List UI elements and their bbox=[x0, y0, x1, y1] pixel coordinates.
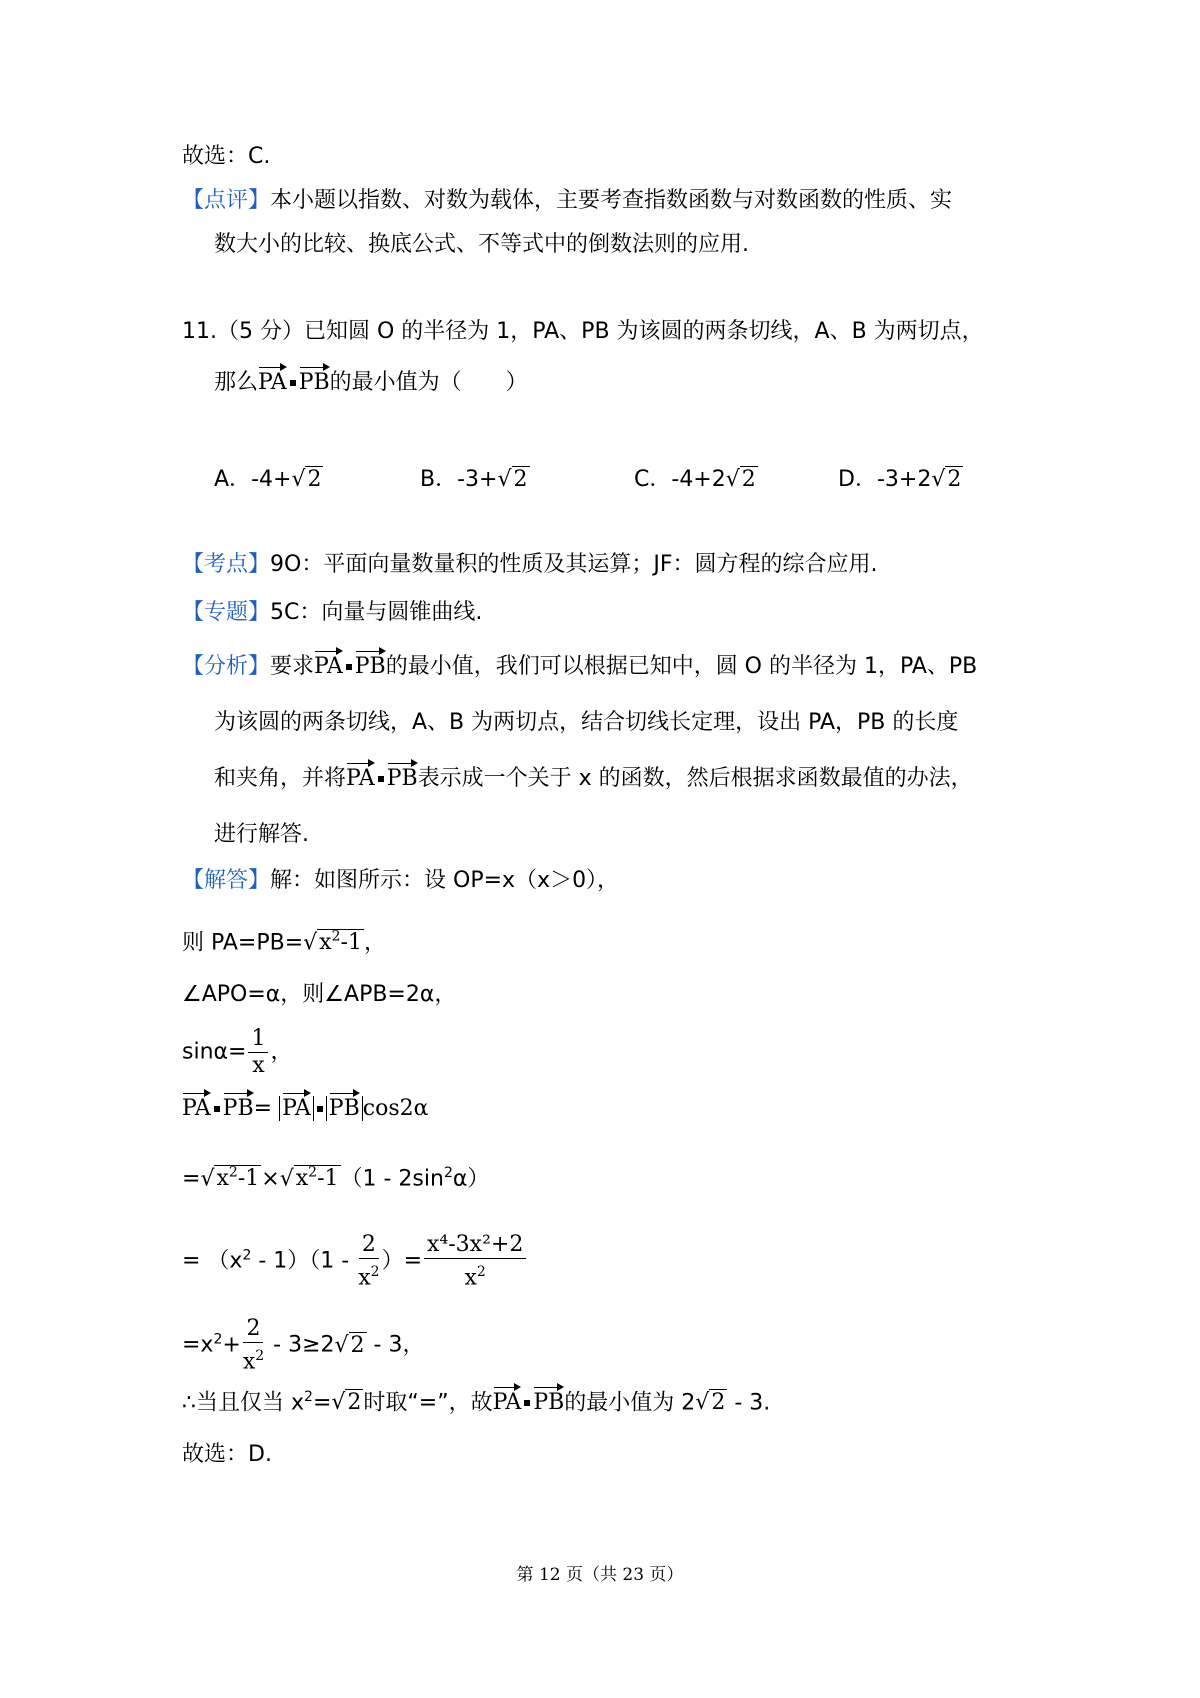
analysis-line-4: 进行解答. bbox=[214, 822, 309, 847]
analysis-line-3 bbox=[214, 764, 973, 794]
step-text: ， bbox=[270, 1039, 293, 1065]
question-stem-2 bbox=[214, 368, 528, 398]
step-text: + bbox=[222, 1332, 241, 1358]
option-a bbox=[214, 462, 323, 493]
option-d bbox=[838, 462, 963, 493]
stem-text: 的最小值为（ ） bbox=[329, 370, 528, 395]
dot-product-symbol bbox=[524, 1400, 530, 1406]
vector-pa: PA bbox=[258, 368, 287, 398]
topic-tag: 【专题】 bbox=[182, 600, 271, 625]
analysis-line bbox=[182, 652, 977, 682]
analysis-line-2: 为该圆的两条切线，A、B 为两切点，结合切线长定理，设出 PA，PB 的长度 bbox=[214, 710, 959, 735]
sqrt-symbol: √2 bbox=[695, 1390, 726, 1416]
option-value: -4+2 bbox=[671, 467, 726, 492]
fraction-2-over-x2: $\frac{2}{x^2}$ bbox=[242, 1316, 265, 1375]
solution-step-5: $=√x^2-1\times√x^2-1(1 - 2\sin^2\alpha)$ bbox=[182, 1158, 489, 1194]
step-text: - 3， bbox=[366, 1332, 425, 1358]
option-value: -3+ bbox=[457, 467, 498, 492]
solution-conclusion: ∴当且仅当 $x^2=√2$时取“=”，故PA PB的最小值为 2√2 - 3. bbox=[182, 1382, 770, 1418]
dot-product-symbol bbox=[290, 380, 296, 386]
sqrt-symbol: √2 bbox=[334, 1332, 365, 1358]
step-text: α） bbox=[452, 1166, 490, 1192]
dot-product-symbol bbox=[378, 776, 384, 782]
option-label: B． bbox=[420, 467, 458, 492]
comment-text: 本小题以指数、对数为载体，主要考查指数函数与对数函数的性质、实 bbox=[270, 188, 953, 213]
analysis-tag: 【分析】 bbox=[182, 654, 271, 679]
analysis-text: 表示成一个关于 x 的函数，然后根据求函数最值的办法， bbox=[417, 766, 973, 791]
knowledge-tag: 【考点】 bbox=[182, 552, 271, 577]
analysis-text: 的最小值，我们可以根据已知中，圆 O 的半径为 1，PA、PB bbox=[385, 654, 978, 679]
vector-pb: PB bbox=[387, 764, 418, 794]
option-label: C． bbox=[634, 467, 672, 492]
step-text: - 1）（1 - bbox=[251, 1248, 357, 1274]
sqrt-expression: $√x^2-1$ bbox=[200, 1165, 260, 1192]
option-label: A． bbox=[214, 467, 252, 492]
option-label: D． bbox=[838, 467, 877, 492]
solution-step-6: = $(x^2 - 1)(1$ - $\frac{2}{x^2}$ ）= $\frac{\text{x⁴-3x²+2}}{x^2}$ bbox=[182, 1232, 528, 1291]
page-footer: 第 12 页（共 23 页） bbox=[516, 1565, 684, 1585]
vector-pa: PA bbox=[493, 1388, 522, 1418]
knowledge-point bbox=[182, 550, 877, 580]
step-text: × bbox=[261, 1166, 280, 1192]
option-value: -3+2 bbox=[876, 467, 932, 492]
step-text: = bbox=[253, 1096, 273, 1121]
step-text: （1 - 2sin bbox=[340, 1166, 444, 1192]
sqrt-symbol: √2 bbox=[725, 467, 756, 492]
vector-pb: PB bbox=[223, 1094, 254, 1124]
dot-product-symbol bbox=[317, 1106, 323, 1112]
step-text: =x bbox=[182, 1332, 214, 1358]
knowledge-text: 9O：平面向量数量积的性质及其运算；JF：圆方程的综合应用. bbox=[270, 552, 878, 577]
solution-step-1 bbox=[182, 922, 386, 958]
answer-line: 故选：C. bbox=[182, 144, 271, 169]
analysis-text: 要求 bbox=[270, 654, 315, 679]
topic-line bbox=[182, 598, 482, 628]
vector-pa: PA bbox=[182, 1094, 211, 1124]
comment-line-2: 数大小的比较、换底公式、不等式中的倒数法则的应用. bbox=[214, 232, 749, 257]
sqrt-symbol: √2 bbox=[291, 467, 322, 492]
abs-pa: PA bbox=[279, 1096, 314, 1121]
step-text: ）= bbox=[381, 1248, 423, 1274]
sqrt-expression: $√x^2-1$ bbox=[279, 1165, 339, 1192]
fraction-2-over-x2: $\frac{2}{x^2}$ bbox=[358, 1232, 380, 1291]
step-text: 的最小值为 2 bbox=[564, 1390, 696, 1416]
comment-line bbox=[182, 186, 952, 216]
step-text: sinα= bbox=[182, 1039, 247, 1065]
cos-term: cos2α bbox=[362, 1096, 429, 1121]
sqrt-symbol: √2 bbox=[497, 467, 528, 492]
sqrt-symbol: √2 bbox=[931, 467, 962, 492]
comment-tag: 【点评】 bbox=[182, 188, 271, 213]
vector-pa: PA bbox=[314, 652, 343, 682]
option-c bbox=[634, 462, 758, 493]
vector-pb: PB bbox=[299, 368, 330, 398]
vector-pb: PB bbox=[533, 1388, 564, 1418]
fraction-polynomial: $\frac{\text{x⁴-3x²+2}}{x^2}$ bbox=[424, 1232, 526, 1291]
solution-step-7: $=x^2+$ $\frac{2}{x^2}$ - 3≥2√2 - 3， bbox=[182, 1316, 425, 1375]
question-stem: 11.（5 分）已知圆 O 的半径为 1，PA、PB 为该圆的两条切线，A、B 为两切点， bbox=[182, 319, 984, 344]
solution-text: 解：如图所示：设 OP=x（x＞0）， bbox=[270, 868, 620, 893]
solution-tag: 【解答】 bbox=[182, 868, 271, 893]
fraction-1-over-x: $\frac{1}{x}$ bbox=[248, 1026, 268, 1079]
solution-step-3 bbox=[182, 1026, 292, 1079]
step-text: ， bbox=[363, 930, 386, 956]
step-text: = bbox=[182, 1166, 201, 1192]
solution-step-4 bbox=[182, 1094, 428, 1124]
option-value: -4+ bbox=[251, 467, 292, 492]
step-text: = bbox=[312, 1390, 332, 1416]
dot-product-symbol bbox=[214, 1106, 220, 1112]
step-text: ∴当且仅当 x bbox=[182, 1390, 305, 1416]
solution-line bbox=[182, 866, 619, 896]
topic-text: 5C：向量与圆锥曲线. bbox=[270, 600, 483, 625]
option-b bbox=[420, 462, 530, 493]
step-text: - 3. bbox=[727, 1390, 771, 1416]
step-text: 时取“=”，故 bbox=[363, 1390, 493, 1416]
sqrt-symbol: √2 bbox=[331, 1390, 362, 1416]
sqrt-expression: $√x^2-1$ bbox=[303, 929, 362, 956]
step-text: - 3≥2 bbox=[266, 1332, 335, 1358]
step-text: = （x bbox=[182, 1248, 243, 1274]
final-answer: 故选：D. bbox=[182, 1442, 272, 1467]
abs-pb: PB bbox=[326, 1096, 363, 1121]
vector-pb: PB bbox=[355, 652, 386, 682]
vector-pa: PA bbox=[346, 764, 375, 794]
analysis-text: 和夹角，并将 bbox=[214, 766, 347, 791]
step-text: 则 PA=PB= bbox=[182, 930, 304, 956]
dot-product-symbol bbox=[346, 664, 352, 670]
stem-text: 那么 bbox=[214, 370, 259, 395]
solution-step-2: ∠APO=α，则∠APB=2α， bbox=[182, 982, 457, 1007]
